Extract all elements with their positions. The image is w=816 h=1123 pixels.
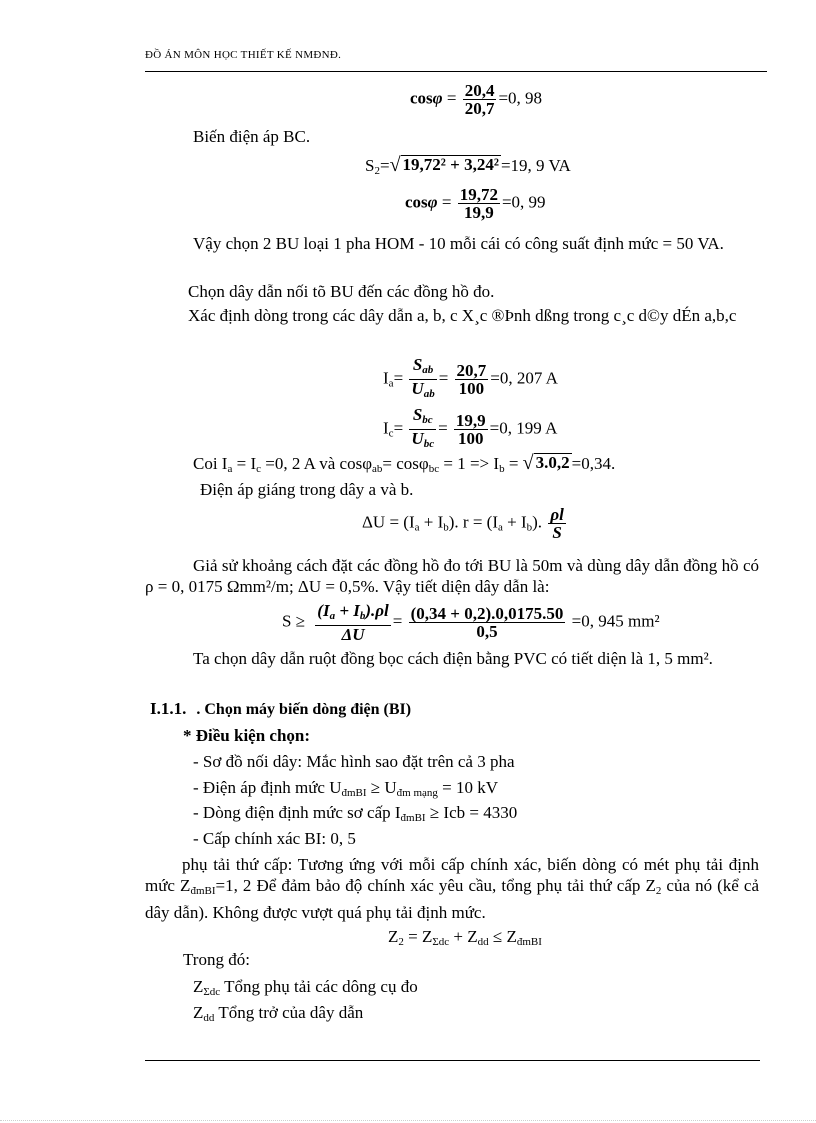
section-title: . Chọn máy biến dòng điện (BI) (196, 701, 412, 718)
paragraph-ta-chon: Ta chọn dây dẫn ruột đồng bọc cách điện bằng PVC có tiết diện là 1, 5 mm². (193, 649, 713, 668)
fraction: $\frac{\rho l}{S}$ (550, 505, 564, 542)
fraction: $\frac{19,9}{100}$ (455, 411, 486, 448)
paragraph-trong-do: Trong đó: (183, 950, 250, 969)
fraction: $\frac{S_{bc}}{U_{bc}}$ (411, 405, 435, 450)
fraction: $\frac{S_{ab}}{U_{ab}}$ (411, 355, 435, 400)
equation-cos-phi-1: cosφ = $\frac{20,4}{20,7}$ =0, 98 (410, 81, 543, 118)
equation-ic: $I_c=$ $\frac{S_{bc}}{U_{bc}}$ = $\frac{19,9}{100}$ =0, 199 A (383, 406, 557, 453)
sqrt: √ 19,72² + 3,24² (389, 154, 499, 176)
paragraph-xac-dinh: Xác định dòng trong các dây dẫn a, b, c X¸c ®Þnh dßng trong c¸c d©y dÉn a,b,c (188, 306, 737, 325)
paragraph-bien-ap-bc: Biến điện áp BC. (193, 127, 311, 146)
fraction: $\frac{(0,34 + 0,2).0,0175.50}{0,5}$ (410, 604, 564, 641)
fraction: $\frac{19,72}{19,9}$ (459, 185, 498, 222)
paragraph-vay-chon: Vậy chọn 2 BU loại 1 pha HOM - 10 mỗi cái có công suất định mức = 50 VA. (193, 234, 724, 253)
fraction: $\frac{20,4}{20,7}$ (464, 81, 495, 118)
list-item-3: - Dòng điện định mức sơ cấp $I_{đmBI}$ ≥ Icb = 4330 (193, 803, 518, 824)
definition-z-dc: $Z_{\Sigma dc}$ Tổng phụ tải các dông cụ đo (193, 977, 418, 998)
equation-z2: $Z_2 = Z_{\Sigma dc} + Z_{dd} \le Z_{đmBI}$ (388, 927, 542, 948)
paragraph-dien-ap-giang: Điện áp giáng trong dây a và b. (200, 480, 414, 499)
sqrt: √ 3.0,2 (522, 452, 570, 474)
conditions-heading: * Điều kiện chọn: (183, 726, 311, 745)
page-header: ĐỒ ÁN MÔN HỌC THIẾT KẾ NMĐNĐ. (145, 49, 342, 61)
equation-s-min: S ≥ $\frac{(I_a + I_b).\rho l}{\Delta U}$ = $\frac{(0,34 + 0,2).0,0175.50}{0,5}$ =0, 945 mm² (282, 601, 660, 644)
equation-delta-u: $\Delta U = (I_a + I_b)$. $r = (I_a + I_b)$. $\frac{\rho l}{S}$ (362, 505, 564, 542)
equation-s2: $S_2=$ √ 19,72² + 3,24² =19, 9 VA (365, 154, 571, 177)
section-number: I.1.1. (150, 699, 187, 718)
paragraph-gia-su: Giả sử khoảng cách đặt các đồng hồ đo tới BU là 50m và dùng dây dẫn đồng hồ có ρ = 0, 0175 Ωmm²/m; ΔU = 0,5%. Vậy tiết diện dây dẫn là: (145, 556, 759, 596)
page-edge (0, 1120, 816, 1121)
list-item-4: - Cấp chính xác BI: 0, 5 (193, 829, 356, 848)
header-rule (145, 71, 767, 72)
list-item-1: - Sơ đồ nối dây: Mắc hình sao đặt trên cả 3 pha (193, 752, 515, 771)
fraction: $\frac{(I_a + I_b).\rho l}{\Delta U}$ (317, 601, 389, 644)
list-item-2: - Điện áp định mức $U_{đmBI} \ge U_{đm mạng} = 10$ kV (193, 778, 499, 799)
equation-cos-phi-2: cosφ = $\frac{19,72}{19,9}$ =0, 99 (405, 185, 546, 222)
footer-rule (145, 1060, 760, 1061)
paragraph-coi: Coi $I_a = I_c =0$, 2 A và $\cos\varphi_{ab}= \cos\varphi_{bc} = 1 => I_b$ = √ 3.0,2 =0,34. (193, 452, 616, 475)
paragraph-phu-tai: phụ tải thứ cấp: Tương ứng với mỗi cấp chính xác, biến dòng có mét phụ tải định mức $Z_{đmBI}=1$, 2 Để đảm bảo độ chính xác yêu cầu, tổng phụ tải thứ cấp $Z_2$ của nó (kể cả dây dẫn). Không được vượt quá phụ tải định mức. (145, 855, 759, 922)
equation-ia: $I_a=$ $\frac{S_{ab}}{U_{ab}}$ = $\frac{20,7}{100}$ =0, 207 A (383, 356, 558, 403)
section-heading (150, 699, 411, 719)
fraction: $\frac{20,7}{100}$ (456, 361, 487, 398)
definition-z-dd: $Z_{dd}$ Tổng trở của dây dẫn (193, 1003, 364, 1024)
paragraph-chon-day: Chọn dây dẫn nối tõ BU đến các đồng hồ đo. (188, 282, 495, 301)
